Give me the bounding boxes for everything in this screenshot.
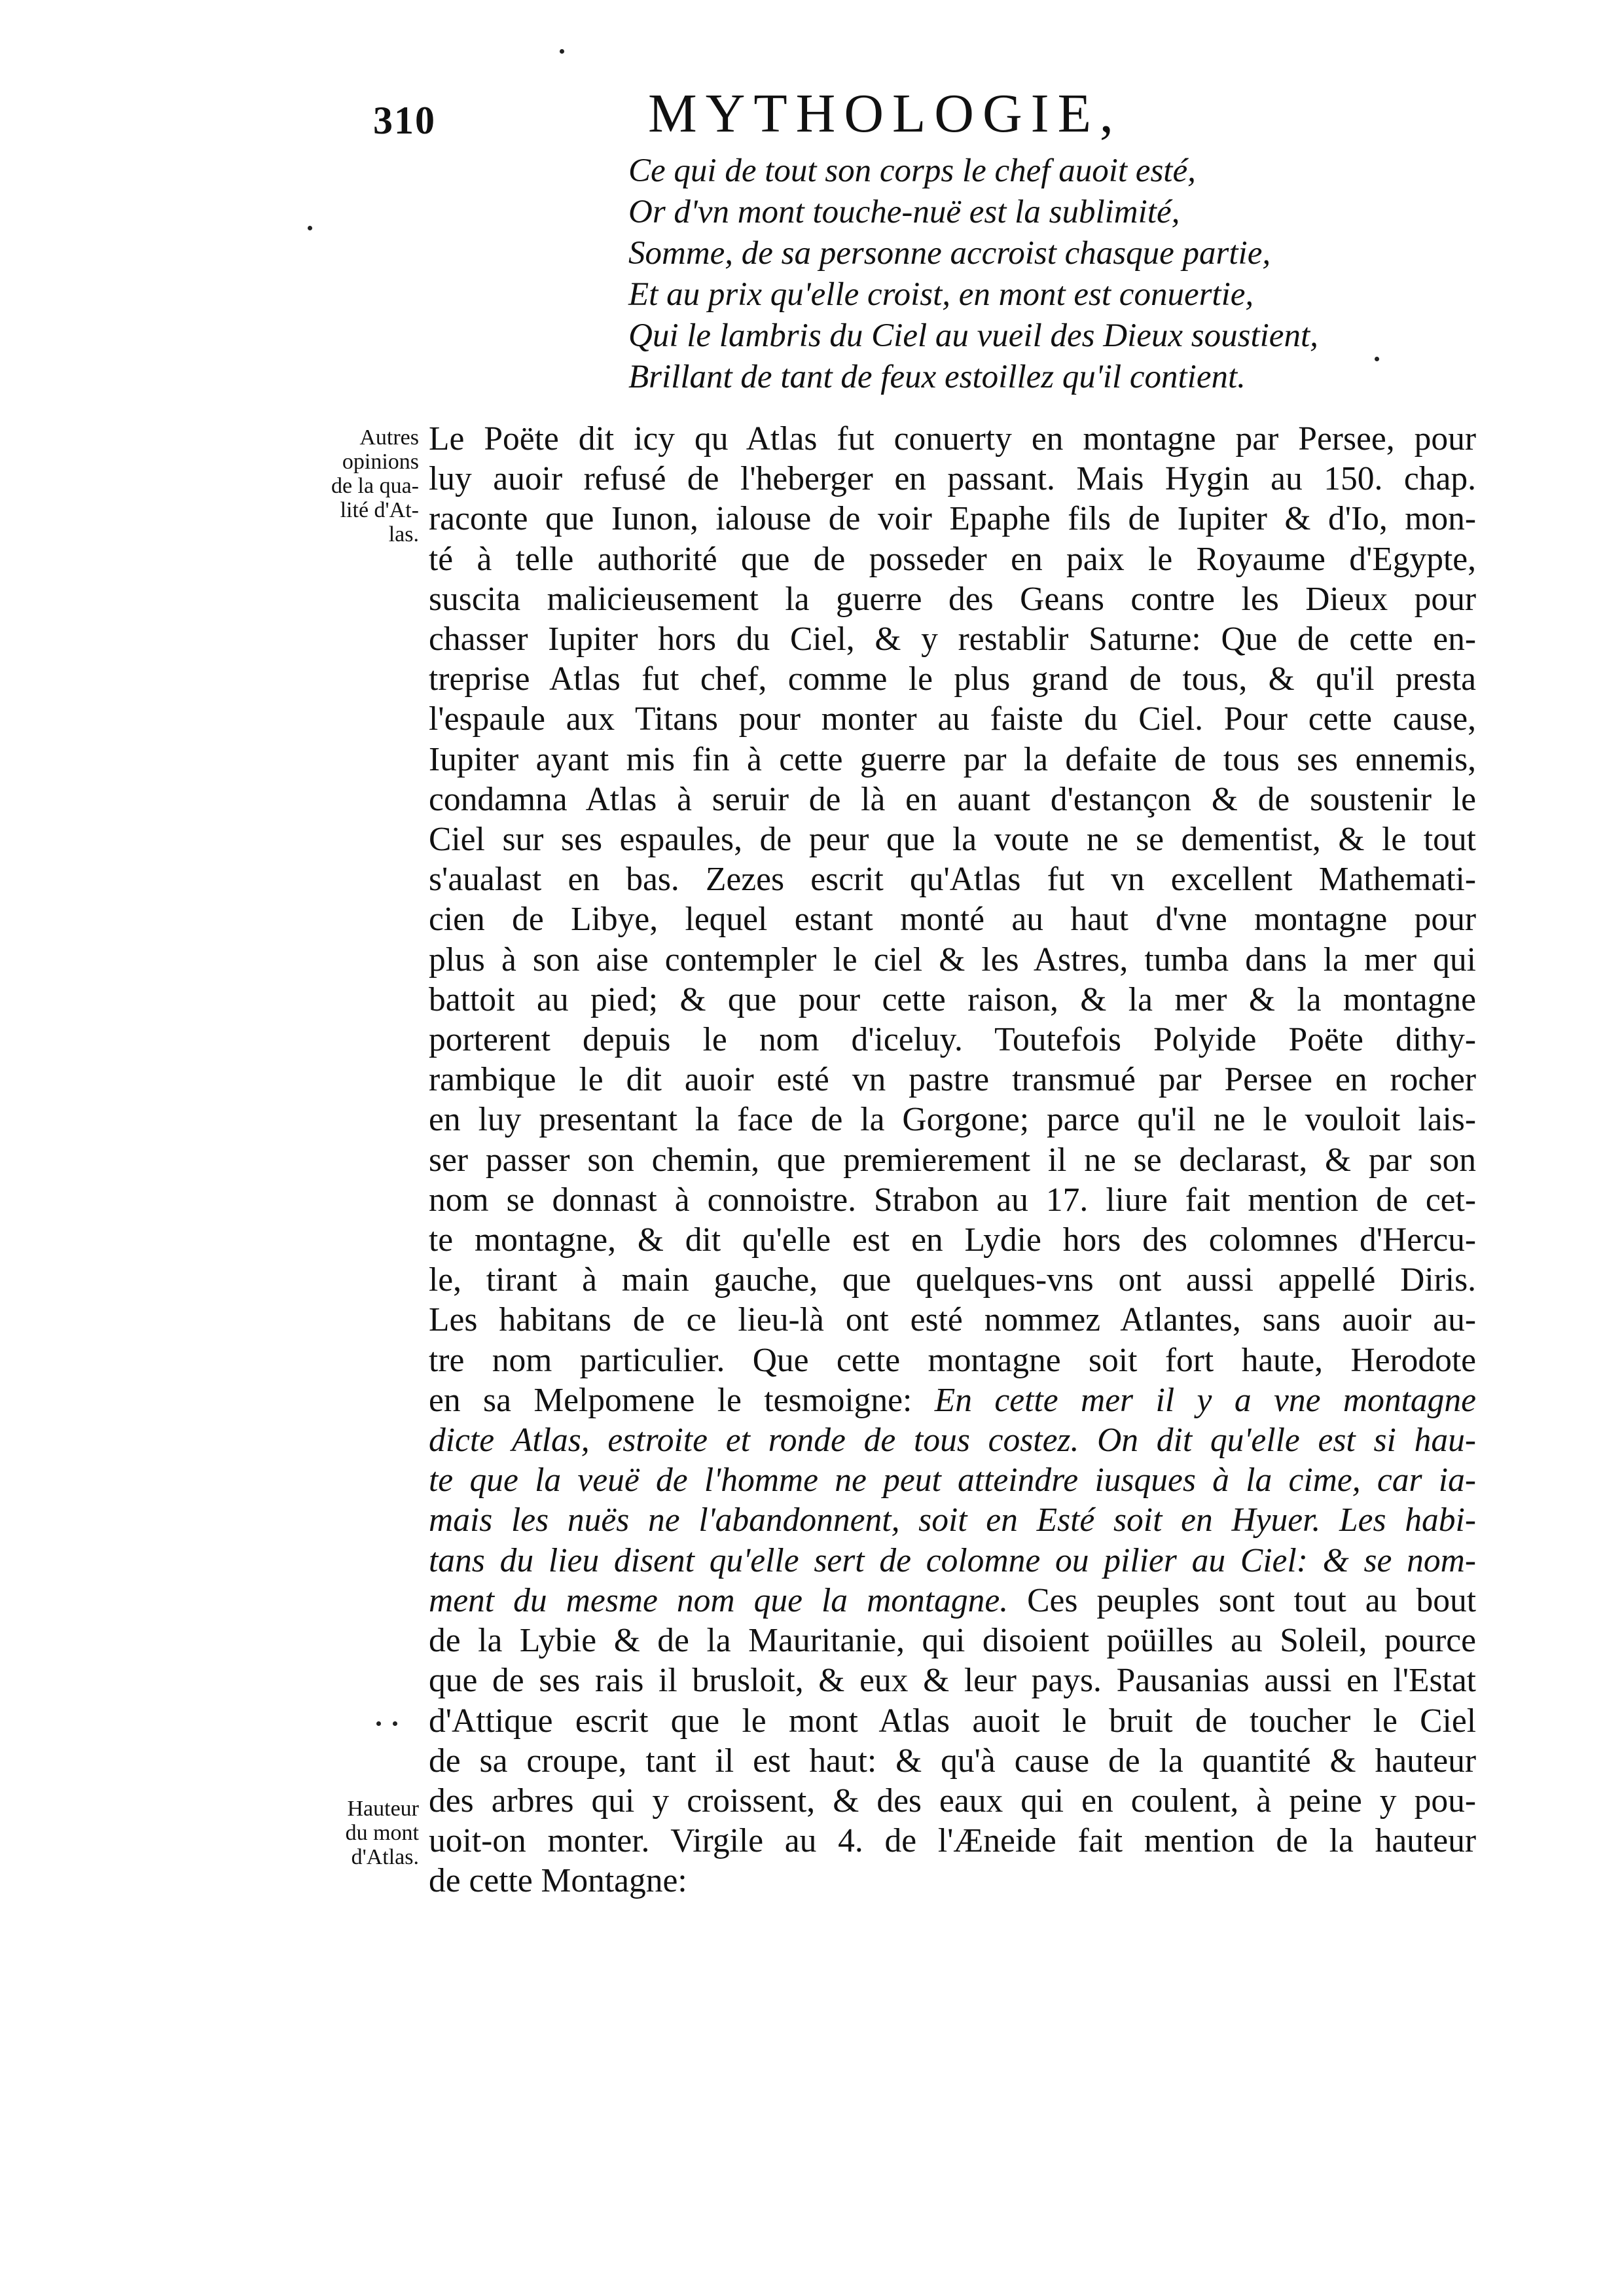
prose-line: té à telle authorité que de posseder en paix le Royaume d'Egypte, [429,540,1476,578]
prose-segment: Ces peuples sont tout au bout [1027,1581,1476,1619]
prose-line: chasser Iupiter hors du Ciel, & y restablir Saturne: Que de cette en- [429,620,1476,658]
prose-line: d'Attique escrit que le mont Atlas auoit le bruit de toucher le Ciel [429,1702,1476,1740]
prose-line: luy auoir refusé de l'heberger en passant. Mais Hygin au 150. chap. [429,460,1476,498]
stray-dot [560,49,564,54]
prose-line-italic: te que la veuë de l'homme ne peut atteindre iusques à la cime, car ia- [429,1462,1476,1499]
prose-line: ser passer son chemin, que premierement il ne se declarast, & par son [429,1141,1476,1179]
running-title: MYTHOLOGIE, [648,83,1122,144]
prose-line: porterent depuis le nom d'iceluy. Toutefois Polyide Poëte dithy- [429,1021,1476,1059]
prose-line: Ciel sur ses espaules, de peur que la voute ne se dementist, & le tout [429,821,1476,859]
margin-note-line: opinions [342,450,419,474]
verse-line: Somme, de sa personne accroist chasque partie, [628,235,1271,272]
prose-line: Les habitans de ce lieu-là ont esté nommez Atlantes, sans auoir au- [429,1301,1476,1339]
verse-line: Qui le lambris du Ciel au vueil des Dieux soustient, [628,317,1318,354]
stray-dot [1375,357,1379,361]
stray-dot [393,1721,397,1726]
prose-body [429,419,1476,1901]
verse-block [628,151,1545,398]
margin-note-autres-opinions [308,425,419,547]
verse-line: Or d'vn mont touche-nuë est la sublimité, [628,194,1180,230]
margin-note-hauteur [308,1797,419,1869]
verse-line: Et au prix qu'elle croist, en mont est conuertie, [628,276,1254,313]
prose-line: le, tirant à main gauche, que quelques-vns ont aussi appellé Diris. [429,1261,1476,1299]
margin-note-line: las. [388,522,419,547]
prose-line: suscita malicieusement la guerre des Geans contre les Dieux pour [429,580,1476,618]
prose-segment: en sa Melpomene le tesmoigne: [429,1381,935,1419]
margin-note-line: Hauteur [347,1797,419,1821]
prose-line: condamna Atlas à seruir de là en auant d'estançon & de soustenir le [429,780,1476,818]
stray-dot [376,1721,381,1726]
margin-note-line: Autres [359,425,419,450]
margin-note-line: de la qua- [331,474,419,498]
prose-line: raconte que Iunon, ialouse de voir Epaphe fils de Iupiter & d'Io, mon- [429,500,1476,538]
prose-line: nom se donnast à connoistre. Strabon au 17. liure fait mention de cet- [429,1181,1476,1219]
prose-line: s'aualast en bas. Zezes escrit qu'Atlas fut vn excellent Mathemati- [429,861,1476,899]
prose-line: Iupiter ayant mis fin à cette guerre par la defaite de tous ses ennemis, [429,740,1476,778]
prose-segment-italic: ment du mesme nom que la montagne. [429,1581,1028,1619]
prose-line [429,1581,1476,1621]
prose-line: rambique le dit auoir esté vn pastre transmué par Persee en rocher [429,1061,1476,1099]
stray-dot [308,226,312,230]
prose-line: tre nom particulier. Que cette montagne soit fort haute, Herodote [429,1341,1476,1379]
prose-line: Le Poëte dit icy qu Atlas fut conuerty en montagne par Persee, pour [429,420,1476,457]
margin-note-line: d'Atlas. [351,1845,419,1869]
prose-line [429,1380,1476,1420]
prose-line: uoit-on monter. Virgile au 4. de l'Æneide fait mention de la hauteur [429,1822,1476,1860]
verse-line: Brillant de tant de feux estoillez qu'il contient. [628,359,1246,395]
prose-line: des arbres qui y croissent, & des eaux qui en coulent, à peine y pou- [429,1782,1476,1820]
prose-line: te montagne, & dit qu'elle est en Lydie hors des colomnes d'Hercu- [429,1221,1476,1259]
prose-line: que de ses rais il brusloit, & eux & leur pays. Pausanias aussi en l'Estat [429,1662,1476,1700]
prose-line-italic: dicte Atlas, estroite et ronde de tous costez. On dit qu'elle est si hau- [429,1422,1476,1460]
margin-note-line: du mont [345,1821,419,1845]
prose-line-italic: mais les nuës ne l'abandonnent, soit en Esté soit en Hyuer. Les habi- [429,1501,1476,1539]
prose-segment-italic: En cette mer il y a vne montagne [934,1381,1476,1419]
page-number: 310 [373,99,436,142]
prose-line: plus à son aise contempler le ciel & les Astres, tumba dans la mer qui [429,941,1476,978]
prose-line: de sa croupe, tant il est haut: & qu'à cause de la quantité & hauteur [429,1742,1476,1780]
prose-line: battoit au pied; & que pour cette raison, & la mer & la montagne [429,980,1476,1018]
margin-note-line: lité d'At- [340,498,419,522]
verse-line: Ce qui de tout son corps le chef auoit esté, [628,152,1196,189]
prose-line: cien de Libye, lequel estant monté au haut d'vne montagne pour [429,901,1476,939]
prose-line: en luy presentant la face de la Gorgone; parce qu'il ne le vouloit lais- [429,1101,1476,1139]
prose-line: l'espaule aux Titans pour monter au faiste du Ciel. Pour cette cause, [429,700,1476,738]
prose-line: treprise Atlas fut chef, comme le plus grand de tous, & qu'il presta [429,660,1476,698]
prose-line-italic: tans du lieu disent qu'elle sert de colomne ou pilier au Ciel: & se nom- [429,1541,1476,1579]
prose-line: de la Lybie & de la Mauritanie, qui disoient poüilles au Soleil, pource [429,1622,1476,1660]
prose-line: de cette Montagne: [429,1862,687,1900]
